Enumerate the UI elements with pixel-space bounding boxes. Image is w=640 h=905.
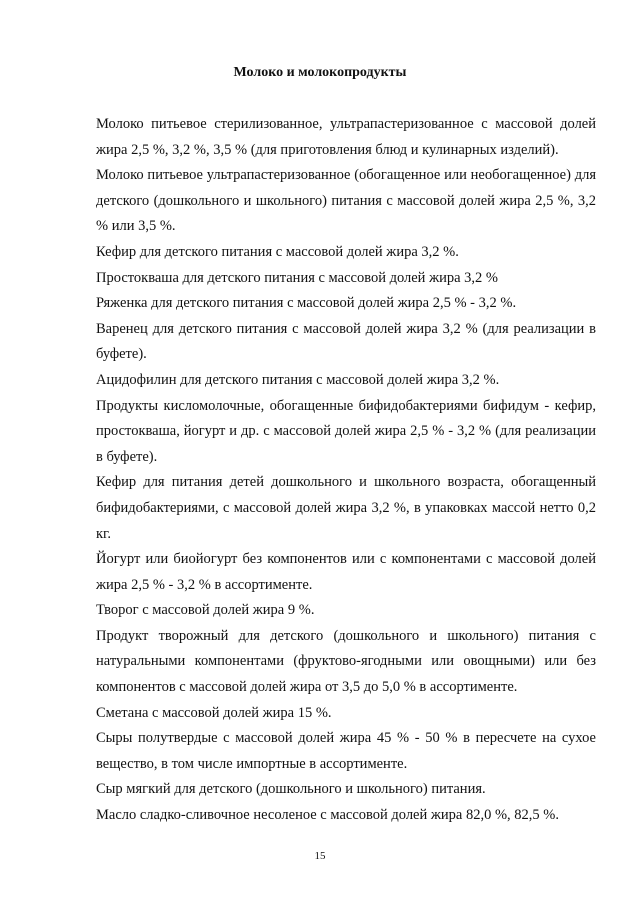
paragraph-12: Продукт творожный для детского (дошкольного и школьного) питания с натуральными компонентами (фруктово-ягодными или овощными) или без компонентов с массовой долей жира от 3,5 до 5,0 % в ассортименте. — [96, 627, 596, 696]
paragraph-1: Молоко питьевое стерилизованное, ультрапастеризованное с массовой долей жира 2,5 %, 3,2 %, 3,5 % (для приготовления блюд и кулинарных изделий). — [96, 116, 596, 158]
paragraph-6: Варенец для детского питания с массовой долей жира 3,2 % (для реализации в буфете). — [96, 320, 596, 363]
paragraph-5: Ряженка для детского питания с массовой долей жира 2,5 % - 3,2 %. — [96, 295, 517, 312]
paragraph-15: Сыр мягкий для детского (дошкольного и школьного) питания. — [96, 781, 486, 798]
page-title: Молоко и молокопродукты — [233, 65, 407, 80]
paragraph-14: Сыры полутвердые с массовой долей жира 45 % - 50 % в пересчете на сухое вещество, в том числе импортные в ассортименте. — [96, 730, 596, 772]
paragraph-11: Творог с массовой долей жира 9 %. — [96, 602, 315, 619]
document-body — [96, 112, 596, 829]
paragraph-8: Продукты кисломолочные, обогащенные бифидобактериями бифидум - кефир, простокваша, йогурт и др. с массовой долей жира 2,5 % - 3,2 % (для реализации в буфете). — [96, 397, 596, 465]
paragraph-16: Масло сладко-сливочное несоленое с массовой долей жира 82,0 %, 82,5 %. — [96, 807, 560, 824]
page-number: 15 — [314, 850, 326, 862]
paragraph-2: Молоко питьевое ультрапастеризованное (обогащенное или необогащенное) для детского (дошкольного и школьного) питания с массовой долей жира 2,5 %, 3,2 % или 3,5 %. — [96, 167, 596, 235]
paragraph-7: Ацидофилин для детского питания с массовой долей жира 3,2 %. — [96, 371, 500, 388]
paragraph-4: Простокваша для детского питания с массовой долей жира 3,2 % — [96, 269, 498, 286]
paragraph-9: Кефир для питания детей дошкольного и школьного возраста, обогащенный бифидобактериями, с массовой долей жира 3,2 %, в упаковках массой нетто 0,2 кг. — [96, 474, 596, 542]
paragraph-13: Сметана с массовой долей жира 15 %. — [96, 704, 332, 721]
paragraph-10: Йогурт или биойогурт без компонентов или с компонентами с массовой долей жира 2,5 % - 3,2 % в ассортименте. — [96, 551, 596, 593]
paragraph-3: Кефир для детского питания с массовой долей жира 3,2 %. — [96, 243, 459, 260]
